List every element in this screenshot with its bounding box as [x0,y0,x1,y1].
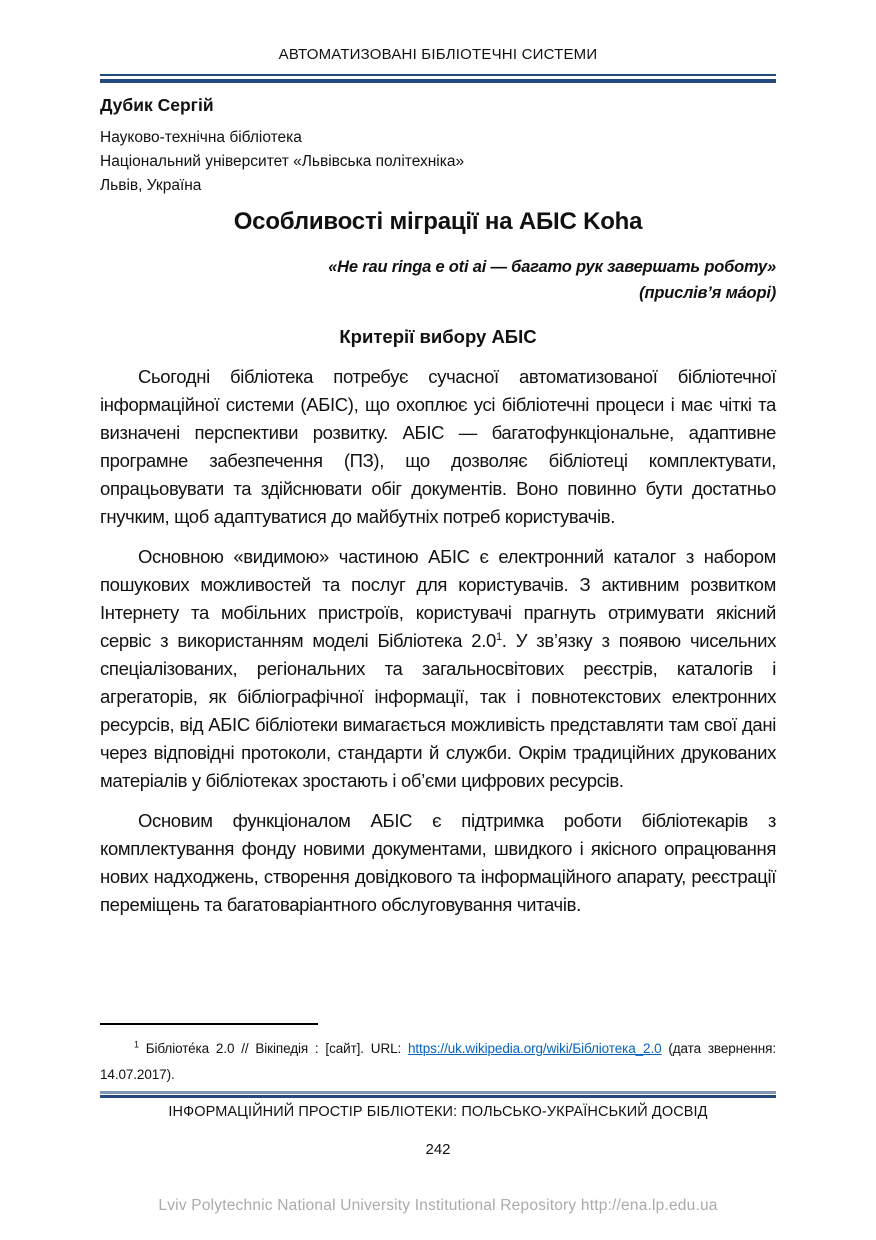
footnote-reference: 1 [495,630,502,643]
section-heading: Критерії вибору АБІС [339,326,537,347]
paragraph: Основим функціоналом АБІС є підтримка роботи бібліотекарів з комплектування фонду новими документами, швидкого і якісного опрацювання нових надходжень, створення довідкового та інформаційного апарату, реєстрації переміщень та багатоваріантного обслуговування читачів. [100,810,776,915]
repository-note: Lviv Polytechnic National University Institutional Repository http://ena.lp.edu.ua [158,1197,718,1214]
footnote-text: (дата звернення: 14.07.2017). [100,1041,776,1082]
header-double-rule [100,74,776,83]
footnote [100,1036,776,1088]
paragraph [100,543,776,795]
paragraph: Сьогодні бібліотека потребує сучасної автоматизованої бібліотечної інформаційної системи (АБІС), що охоплює усі бібліотечні процеси і має чіткі та визначені перспективи розвитку. АБІС — багатофункціональне, адаптивне програмне забезпечення (ПЗ), що дозволяє бібліотеці комплектувати, опрацьовувати та здійснювати обіг документів. Воно повинно бути достатньо гнучким, щоб адаптуватися до майбутніх потреб користувачів. [100,366,776,527]
running-head: АВТОМАТИЗОВАНІ БІБЛІОТЕЧНІ СИСТЕМИ [278,46,598,63]
paragraph-text: . У зв’язку з появою чисельних спеціалізованих, регіональних та загальносвітових реєстрів, каталогів і агрегаторів, як бібліографічної інформації, так і повнотекстових електронних ресурсів, від АБІС бібліотеки вимагається можливість представляти там свої дані через відповідні протоколи, стандарти й служби. Окрім традиційних друкованих матеріалів у бібліотеках зростають і об’єми цифрових ресурсів. [100,630,776,791]
article-title: Особливості міграції на АБІС Koha [233,208,643,235]
author-name: Дубик Сергій [100,95,214,115]
affiliation-line: Національний університет «Львівська політехніка» [100,153,465,170]
footer-conference-title: ІНФОРМАЦІЙНИЙ ПРОСТІР БІБЛІОТЕКИ: ПОЛЬСЬКО-УКРАЇНСЬКИЙ ДОСВІД [168,1104,708,1120]
page-number: 242 [425,1141,451,1158]
epigraph-line: «He rau ringa e oti ai — багато рук завершать роботу» [328,258,776,276]
paragraph-text: Основною «видимою» частиною АБІС є електронний каталог з набором пошукових можливостей та послуг для користувачів. З активним розвитком Інтернету та мобільних пристроїв, користувачі прагнуть отримувати якісний сервіс з використанням моделі Бібліотека 2.0 [100,546,776,651]
article-body [100,363,776,931]
epigraph [100,254,776,306]
footnote-text: Бібліоте́ка 2.0 // Вікіпедія : [сайт]. URL: [138,1041,408,1056]
footnote-marker: 1 [134,1039,139,1050]
author-affiliation [100,126,776,198]
footnote-separator [100,1023,318,1025]
footnote-link[interactable]: https://uk.wikipedia.org/wiki/Бібліотека_2.0 [408,1041,662,1056]
footer-double-rule [100,1091,776,1098]
affiliation-line: Науково-технічна бібліотека [100,129,302,146]
epigraph-line: (прислів’я ма́орі) [639,284,776,302]
affiliation-line: Львів, Україна [100,177,202,194]
